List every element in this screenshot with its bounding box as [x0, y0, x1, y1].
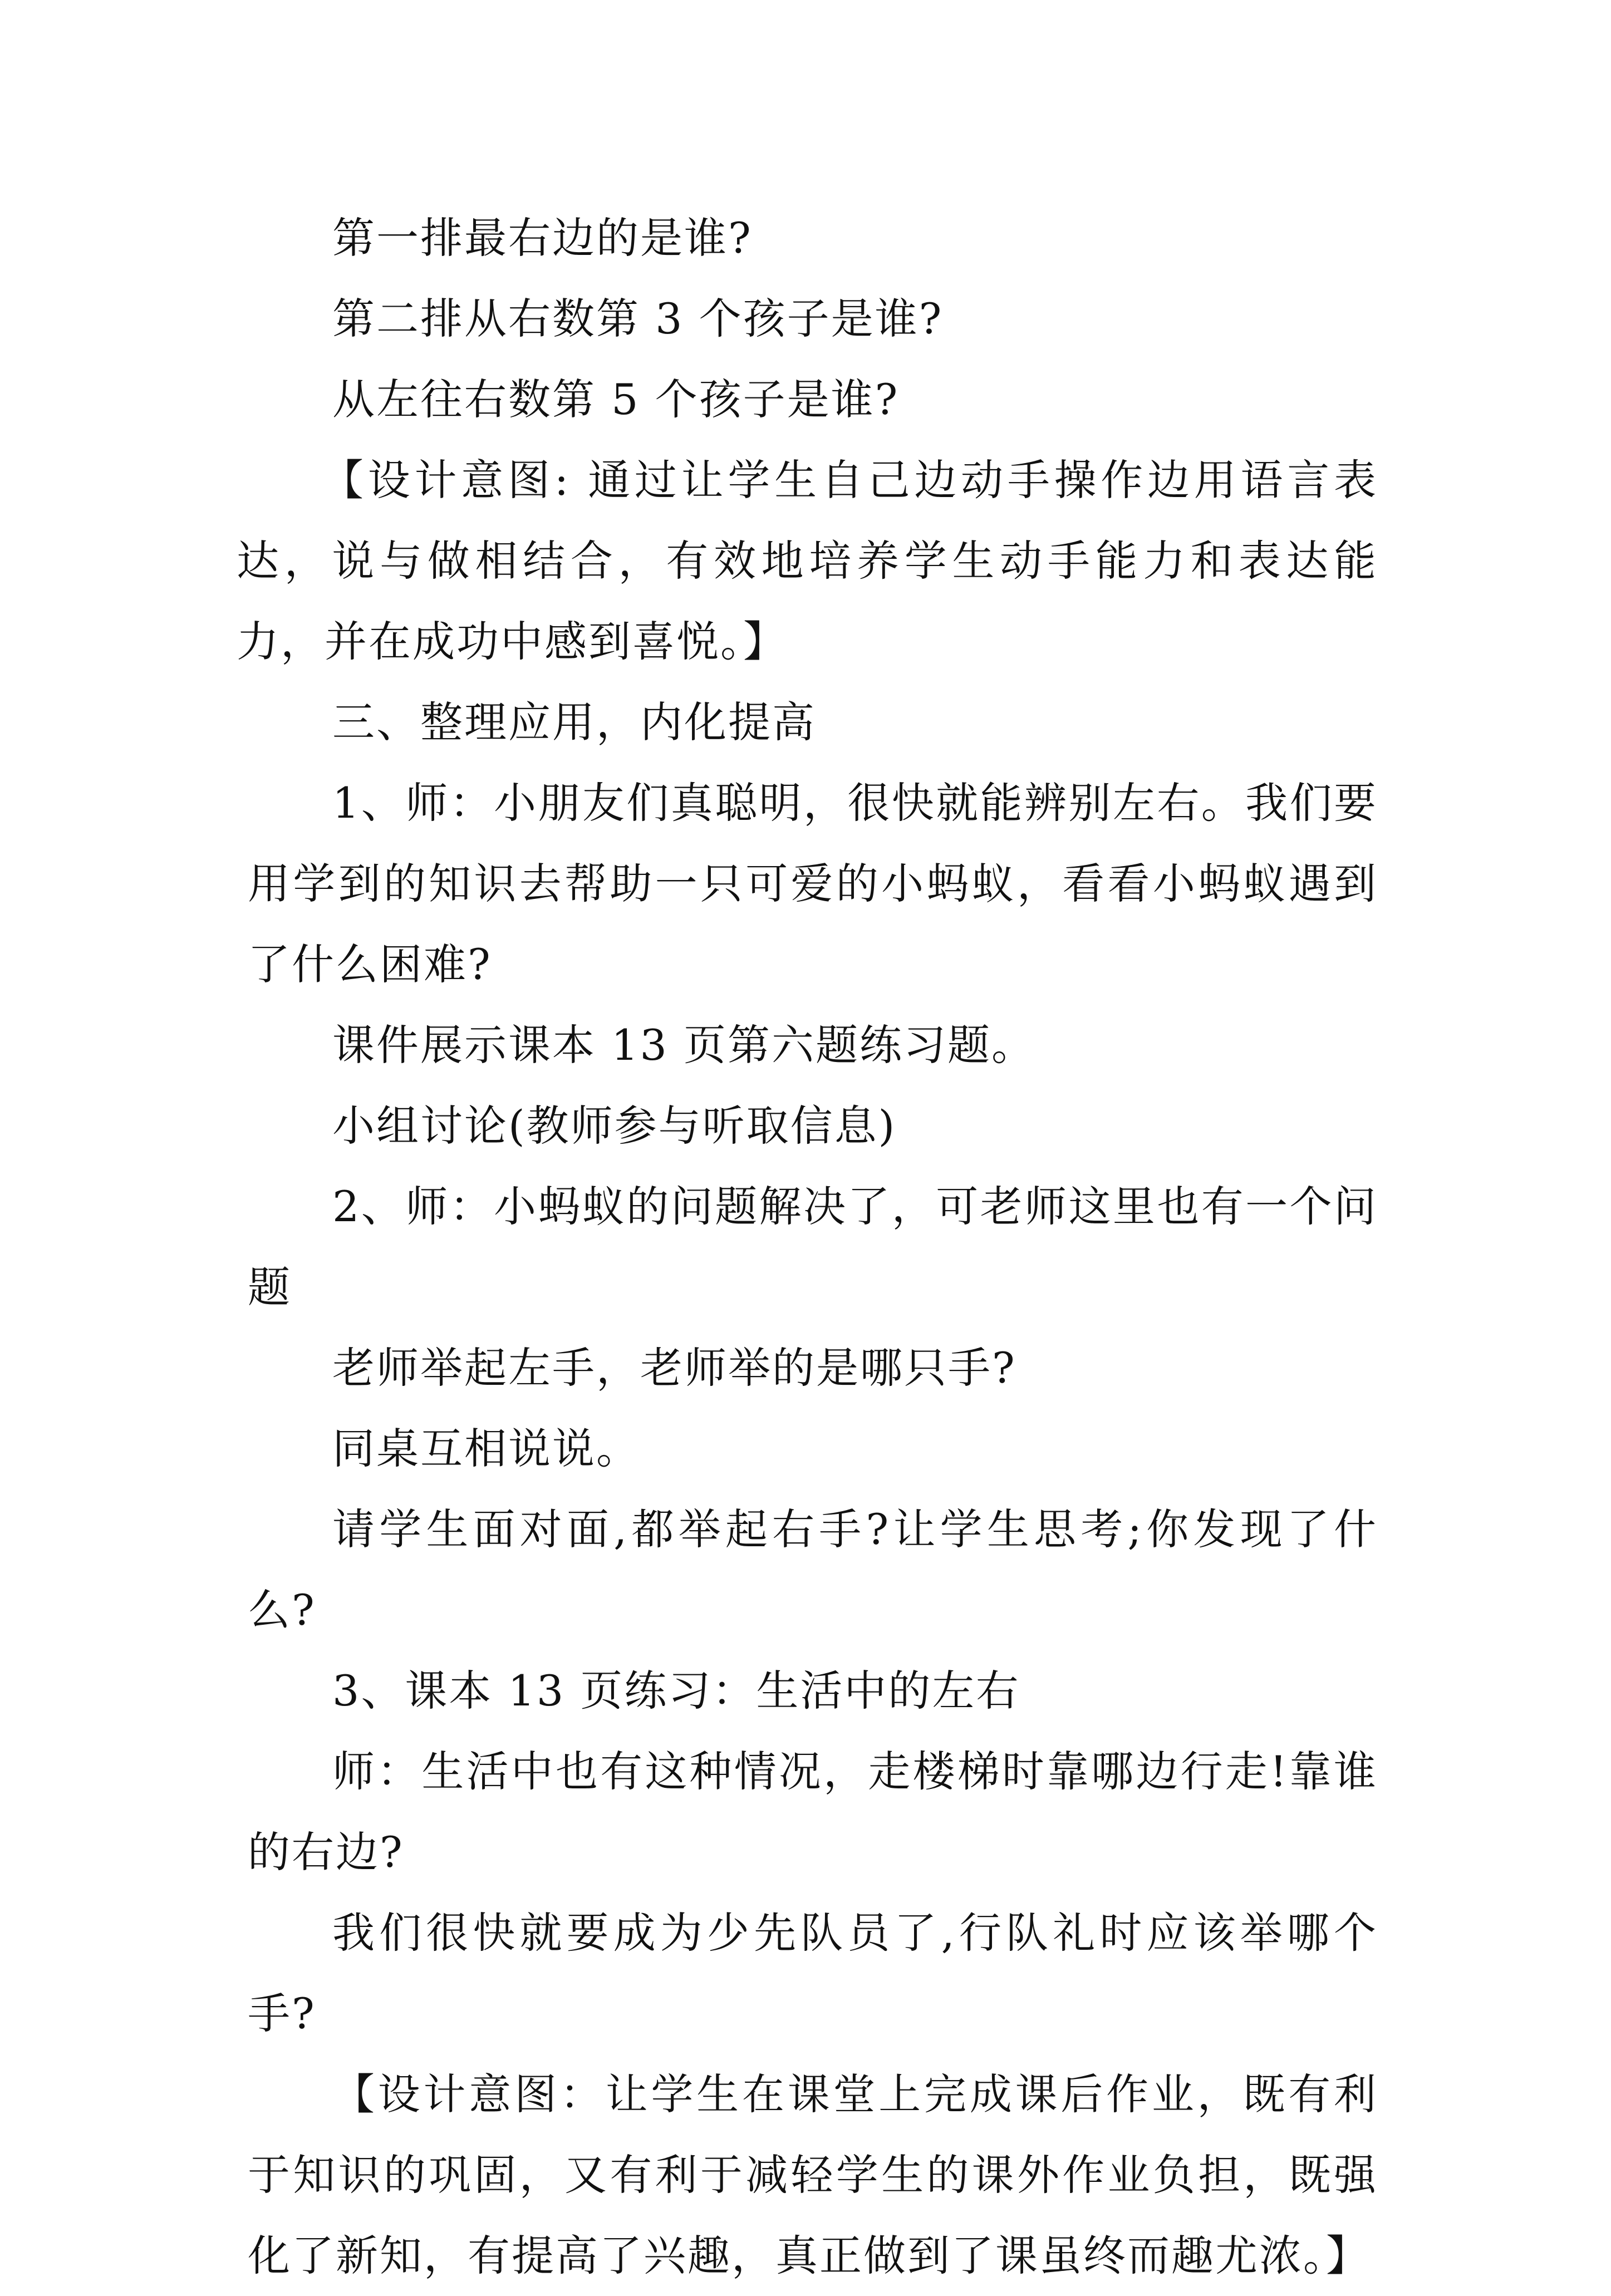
- paragraph-young-pioneers: 我们很快就要成为少先队员了,行队礼时应该举哪个手?: [248, 1908, 1378, 2038]
- paragraph-group-discussion: 小组讨论(教师参与听取信息): [332, 1101, 897, 1151]
- paragraph-deskmates: 同桌互相说说。: [332, 1424, 640, 1473]
- paragraph-step-1: 1、师：小朋友们真聪明，很快就能辨别左右。我们要用学到的知识去帮助一只可爱的小蚂蚁，看看小蚂蚁遇到了什么困难?: [248, 778, 1378, 989]
- paragraph-question-second-row: 第二排从右数第 3 个孩子是谁?: [332, 294, 944, 343]
- paragraph-step-3: 3、课本 13 页练习：生活中的左右: [332, 1666, 1020, 1715]
- paragraph-face-to-face: 请学生面对面,都举起右手?让学生思考;你发现了什么?: [248, 1505, 1378, 1635]
- paragraph-question-first-row: 第一排最右边的是谁?: [332, 213, 753, 263]
- paragraph-teacher-left-hand: 老师举起左手，老师举的是哪只手?: [332, 1343, 1016, 1393]
- paragraph-courseware: 课件展示课本 13 页第六题练习题。: [332, 1020, 1036, 1070]
- paragraph-design-intent-1: 【设计意图: 通过让学生自己边动手操作边用语言表达，说与做相结合，有效地培养学生动手能力和表达能力，并在成功中感到喜悦。】: [237, 455, 1378, 666]
- section-heading-3: 三、整理应用，内化提高: [332, 697, 816, 747]
- paragraph-design-intent-2: 【设计意图：让学生在课堂上完成课后作业，既有利于知识的巩固，又有利于减轻学生的课外作业负担，既强化了新知，有提高了兴趣，真正做到了课虽终而趣尤浓。】: [248, 2069, 1378, 2280]
- paragraph-step-2: 2、师：小蚂蚁的问题解决了，可老师这里也有一个问题: [248, 1182, 1378, 1312]
- paragraph-question-left-to-right: 从左往右数第 5 个孩子是谁?: [332, 375, 900, 424]
- document-body: [237, 198, 1378, 2296]
- paragraph-stairs: 师：生活中也有这种情况，走楼梯时靠哪边行走!靠谁的右边?: [248, 1747, 1378, 1877]
